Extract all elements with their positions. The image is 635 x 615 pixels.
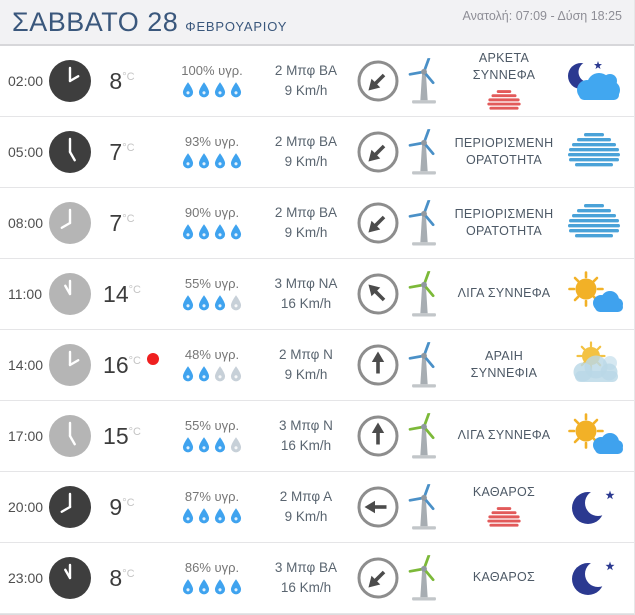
clock-icon bbox=[48, 130, 92, 174]
humidity bbox=[164, 418, 260, 454]
wind-speed-label: 16 Km/h bbox=[280, 438, 332, 453]
wind-speed-label: 9 Km/h bbox=[284, 154, 328, 169]
humidity-drop-icon bbox=[229, 365, 243, 383]
wind-info bbox=[260, 132, 352, 173]
humidity-drop-icon bbox=[229, 294, 243, 312]
temperature-unit: °C bbox=[122, 212, 135, 225]
sun-cloud-icon bbox=[564, 412, 624, 460]
humidity-drop-icon bbox=[181, 81, 195, 99]
wind-direction-arrow bbox=[372, 352, 384, 374]
wind-beaufort-label: 2 Μπφ ΒΑ bbox=[274, 204, 338, 220]
date-month: ΦΕΒΡΟΥΑΡΙΟΥ bbox=[185, 18, 288, 34]
humidity-drop-icon bbox=[213, 578, 227, 596]
clock-icon bbox=[48, 201, 92, 245]
wind-info bbox=[260, 203, 352, 244]
humidity-label: 55% υγρ. bbox=[184, 418, 240, 433]
temperature-value: 8 bbox=[109, 564, 123, 591]
weather-description-label: ΑΡΑΙΗ ΣΥΝΝΕΦΙΑ bbox=[470, 348, 538, 380]
humidity-label: 55% υγρ. bbox=[184, 276, 240, 291]
wind-turbine-icon bbox=[402, 484, 446, 530]
humidity-drops bbox=[164, 578, 260, 596]
wind-beaufort-label: 2 Μπφ Ν bbox=[279, 346, 333, 362]
wind-beaufort-label: 2 Μπφ ΒΑ bbox=[274, 62, 338, 78]
moon-icon bbox=[564, 554, 624, 602]
weather-icon-glyph bbox=[572, 490, 615, 524]
wind-speed-label: 16 Km/h bbox=[280, 580, 332, 595]
temperature-value: 7 bbox=[109, 209, 123, 236]
humidity-drop-icon bbox=[213, 365, 227, 383]
forecast-row bbox=[0, 117, 634, 188]
time-label: 02:00 bbox=[8, 73, 44, 89]
forecast-row bbox=[0, 259, 634, 330]
temperature-unit: °C bbox=[122, 141, 135, 154]
humidity-drop-icon bbox=[229, 81, 243, 99]
wind-speed-label: 16 Km/h bbox=[280, 296, 332, 311]
humidity-drop-icon bbox=[213, 81, 227, 99]
wind-direction-arrow bbox=[365, 501, 387, 513]
weather-description bbox=[446, 427, 562, 445]
humidity-drop-icon bbox=[181, 436, 195, 454]
humidity-drop-icon bbox=[229, 436, 243, 454]
humidity-drop-icon bbox=[213, 294, 227, 312]
temperature-value: 8 bbox=[109, 67, 123, 94]
wind-beaufort-label: 3 Μπφ Ν bbox=[279, 417, 333, 433]
time-label: 08:00 bbox=[8, 215, 44, 231]
wind-turbine-icon bbox=[402, 58, 446, 104]
weather-description-label: ΠΕΡΙΟΡΙΣΜΕΝΗ ΟΡΑΤΟΤΗΤΑ bbox=[454, 135, 554, 167]
wind-direction-icon bbox=[356, 272, 400, 316]
temperature bbox=[98, 565, 164, 592]
humidity-drop-icon bbox=[213, 436, 227, 454]
humidity-label: 90% υγρ. bbox=[184, 205, 240, 220]
fog-icon bbox=[564, 199, 624, 247]
wind-info bbox=[260, 416, 352, 457]
humidity-drops bbox=[164, 152, 260, 170]
weather-description-label: ΚΑΘΑΡΟΣ bbox=[472, 570, 536, 585]
wind-info bbox=[260, 274, 352, 315]
weather-description bbox=[446, 50, 562, 113]
humidity-drop-icon bbox=[197, 507, 211, 525]
humidity-drops bbox=[164, 507, 260, 525]
humidity-drop-icon bbox=[197, 578, 211, 596]
weather-icon-glyph bbox=[570, 273, 624, 313]
wind-turbine-icon bbox=[402, 555, 446, 601]
temperature-unit: °C bbox=[122, 496, 135, 509]
sun-cloud-icon bbox=[564, 270, 624, 318]
wind-info bbox=[260, 487, 352, 528]
alert-cloud-badge-icon bbox=[483, 505, 525, 530]
wind-speed-label: 9 Km/h bbox=[284, 367, 328, 382]
humidity-drops bbox=[164, 223, 260, 241]
humidity-drop-icon bbox=[197, 436, 211, 454]
humidity-drop-icon bbox=[181, 223, 195, 241]
forecast-row bbox=[0, 188, 634, 259]
wind-direction-icon bbox=[356, 201, 400, 245]
wind-direction-icon bbox=[356, 59, 400, 103]
clock-icon bbox=[48, 59, 92, 103]
temperature-value: 15 bbox=[103, 422, 129, 449]
time-label: 20:00 bbox=[8, 499, 44, 515]
humidity bbox=[164, 560, 260, 596]
humidity-label: 100% υγρ. bbox=[181, 63, 243, 78]
fog-icon bbox=[564, 128, 624, 176]
humidity-drop-icon bbox=[229, 578, 243, 596]
humidity bbox=[164, 63, 260, 99]
humidity-drop-icon bbox=[197, 294, 211, 312]
wind-beaufort-label: 2 Μπφ Α bbox=[279, 488, 333, 504]
humidity-drop-icon bbox=[229, 152, 243, 170]
moon-icon bbox=[564, 483, 624, 531]
temperature-unit: °C bbox=[128, 283, 141, 296]
temperature bbox=[98, 68, 164, 95]
weather-description-label: ΚΑΘΑΡΟΣ bbox=[472, 485, 536, 500]
wind-turbine-icon bbox=[402, 129, 446, 175]
temperature bbox=[98, 423, 164, 450]
humidity-label: 48% υγρ. bbox=[184, 347, 240, 362]
weather-description bbox=[446, 569, 562, 587]
humidity bbox=[164, 489, 260, 525]
humidity-drop-icon bbox=[181, 507, 195, 525]
temperature bbox=[98, 352, 164, 379]
temperature-unit: °C bbox=[128, 425, 141, 438]
wind-info bbox=[260, 558, 352, 599]
wind-speed-label: 9 Km/h bbox=[284, 83, 328, 98]
weather-description bbox=[446, 285, 562, 303]
wind-direction-icon bbox=[356, 414, 400, 458]
wind-speed-label: 9 Km/h bbox=[284, 509, 328, 524]
humidity bbox=[164, 347, 260, 383]
wind-turbine-icon bbox=[402, 413, 446, 459]
weather-icon-glyph bbox=[568, 204, 620, 237]
humidity-drop-icon bbox=[181, 294, 195, 312]
humidity-drops bbox=[164, 294, 260, 312]
weather-icon-glyph bbox=[572, 561, 615, 595]
humidity-drop-icon bbox=[197, 152, 211, 170]
forecast-row bbox=[0, 543, 634, 614]
humidity-label: 86% υγρ. bbox=[184, 560, 240, 575]
humidity-drop-icon bbox=[181, 152, 195, 170]
clock-icon bbox=[48, 414, 92, 458]
humidity-drops bbox=[164, 436, 260, 454]
alert-cloud-badge-icon bbox=[483, 88, 525, 113]
wind-info bbox=[260, 345, 352, 386]
temperature bbox=[98, 281, 164, 308]
wind-direction-arrow bbox=[364, 71, 388, 95]
humidity-label: 93% υγρ. bbox=[184, 134, 240, 149]
time-label: 17:00 bbox=[8, 428, 44, 444]
weather-icon-glyph bbox=[568, 61, 620, 100]
weather-description bbox=[446, 348, 562, 383]
time-label: 11:00 bbox=[8, 286, 42, 302]
humidity-drop-icon bbox=[229, 507, 243, 525]
forecast-row bbox=[0, 330, 634, 401]
humidity-drop-icon bbox=[229, 223, 243, 241]
humidity-label: 87% υγρ. bbox=[184, 489, 240, 504]
header bbox=[0, 0, 634, 46]
forecast-row bbox=[0, 46, 634, 117]
moon-cloud-icon bbox=[564, 57, 624, 105]
wind-direction-icon bbox=[356, 556, 400, 600]
forecast-row bbox=[0, 472, 634, 543]
humidity-drop-icon bbox=[213, 223, 227, 241]
clock-icon bbox=[48, 485, 92, 529]
temperature bbox=[98, 139, 164, 166]
wind-info bbox=[260, 61, 352, 102]
humidity-drops bbox=[164, 81, 260, 99]
temperature-value: 16 bbox=[103, 351, 129, 378]
weather-description bbox=[446, 484, 562, 530]
hazy-sun-icon bbox=[564, 341, 624, 389]
time-label: 05:00 bbox=[8, 144, 44, 160]
temperature-value: 7 bbox=[109, 138, 123, 165]
wind-turbine-icon bbox=[402, 200, 446, 246]
wind-direction-icon bbox=[356, 485, 400, 529]
wind-direction-arrow bbox=[364, 568, 388, 592]
humidity-drop-icon bbox=[213, 152, 227, 170]
wind-direction-arrow bbox=[364, 213, 388, 237]
humidity-drop-icon bbox=[181, 578, 195, 596]
clock-icon bbox=[48, 343, 92, 387]
wind-direction-arrow bbox=[364, 142, 388, 166]
temperature-unit: °C bbox=[122, 567, 135, 580]
humidity-drop-icon bbox=[197, 223, 211, 241]
max-temp-dot bbox=[147, 353, 159, 365]
humidity-drops bbox=[164, 365, 260, 383]
date-title bbox=[12, 7, 287, 38]
wind-turbine-icon bbox=[402, 271, 446, 317]
humidity bbox=[164, 276, 260, 312]
wind-beaufort-label: 3 Μπφ ΒΑ bbox=[274, 559, 338, 575]
temperature bbox=[98, 494, 164, 521]
weather-description-label: ΛΙΓΑ ΣΥΝΝΕΦΑ bbox=[457, 428, 551, 443]
temperature-unit: °C bbox=[128, 354, 141, 367]
wind-direction-icon bbox=[356, 130, 400, 174]
weather-description bbox=[446, 135, 562, 170]
weather-description-label: ΠΕΡΙΟΡΙΣΜΕΝΗ ΟΡΑΤΟΤΗΤΑ bbox=[454, 206, 554, 238]
wind-direction-icon bbox=[356, 343, 400, 387]
weather-icon-glyph bbox=[568, 133, 620, 166]
humidity-drop-icon bbox=[213, 507, 227, 525]
weather-icon-glyph bbox=[570, 415, 624, 455]
clock-icon bbox=[48, 272, 92, 316]
sunrise-sunset-label: Ανατολή: 07:09 - Δύση 18:25 bbox=[462, 9, 622, 23]
forecast-rows bbox=[0, 46, 634, 614]
wind-speed-label: 9 Km/h bbox=[284, 225, 328, 240]
humidity-drop-icon bbox=[181, 365, 195, 383]
humidity bbox=[164, 134, 260, 170]
wind-direction-arrow bbox=[364, 280, 388, 304]
humidity-drop-icon bbox=[197, 365, 211, 383]
date-day: ΣΑΒΒΑΤΟ 28 bbox=[12, 6, 179, 37]
time-label: 23:00 bbox=[8, 570, 44, 586]
wind-beaufort-label: 2 Μπφ ΒΑ bbox=[274, 133, 338, 149]
wind-turbine-icon bbox=[402, 342, 446, 388]
weather-description-label: ΛΙΓΑ ΣΥΝΝΕΦΑ bbox=[457, 286, 551, 301]
temperature-value: 14 bbox=[103, 280, 129, 307]
forecast-row bbox=[0, 401, 634, 472]
temperature bbox=[98, 210, 164, 237]
weather-description bbox=[446, 206, 562, 241]
humidity bbox=[164, 205, 260, 241]
wind-beaufort-label: 3 Μπφ ΝΑ bbox=[274, 275, 338, 291]
weather-description-label: ΑΡΚΕΤΑ ΣΥΝΝΕΦΑ bbox=[472, 50, 536, 82]
weather-icon-glyph bbox=[574, 343, 619, 383]
time-label: 14:00 bbox=[8, 357, 44, 373]
temperature-value: 9 bbox=[109, 493, 123, 520]
temperature-unit: °C bbox=[122, 70, 135, 83]
wind-direction-arrow bbox=[372, 423, 384, 445]
humidity-drop-icon bbox=[197, 81, 211, 99]
clock-icon bbox=[48, 556, 92, 600]
